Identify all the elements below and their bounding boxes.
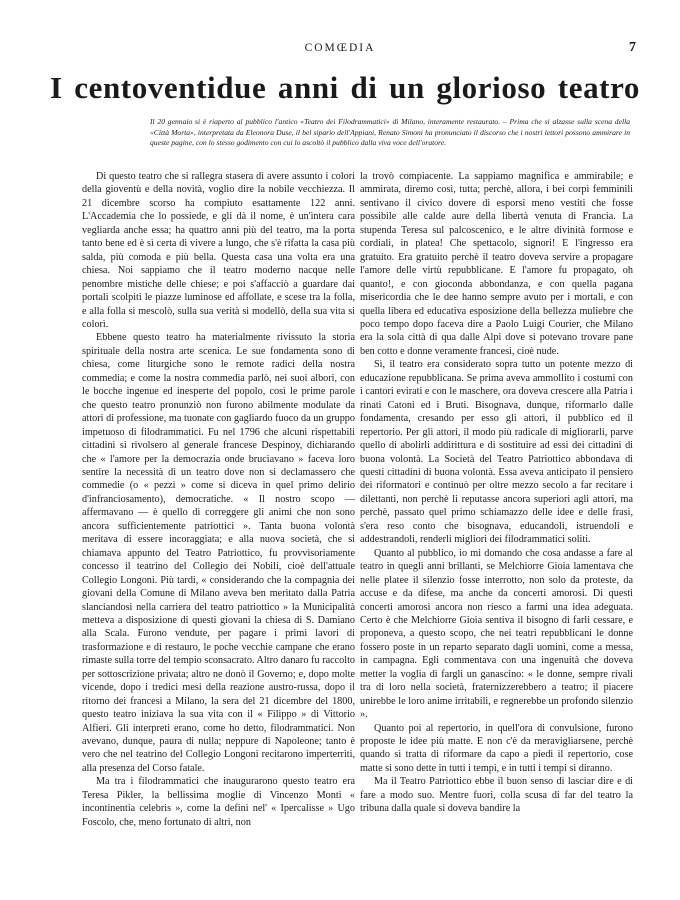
body-paragraph: Ma il Teatro Patriottico ebbe il buon senso di lasciar dire e di fare a modo suo. Mentre fuori, colla scusa di far del teatro la tribuna dalla quale si doveva bandire la (360, 776, 633, 815)
left-column (82, 170, 355, 829)
right-column (360, 170, 633, 816)
article-intro: Il 20 gennaio si è riaperto al pubblico l'antico «Teatro dei Filodrammatici» di Milano, interamente restaurato. – Prima che si alzasse sulla scena della «Città Morta», interpretata da Eleonora Duse, il bel sipario dell'Appiani, Renato Simoni ha pronunciato il discorso che i nostri lettori possono ammirare in queste pagine, con lo stesso godimento con cui lo ascoltò il pubblico dalla viva voce dell'oratore. (150, 117, 630, 147)
body-paragraph: Quanto al pubblico, io mi domando che cosa andasse a fare al teatro in quegli anni brillanti, se Melchiorre Gioia lamentava che nelle platee il silenzio fosse interrotto, non solo da proteste, da accuse e da difese, ma anche da concerti amorosi. Di questi concerti amorosi ancora non riesco a farmi una idea adeguata. Certo è che Melchiorre Gioia sentiva il bisogno di farli cessare, e proponeva, a questo scopo, che nei teatri repubblicani le donne fossero poste in un reparto separato dagli uomini, come a messa, in campagna. Egli commentava con una ingenuità che doveva metter la voglia di fargli un ganascino: « le donne, sempre rivali tra di loro nella società, fraternizzerebbero a teatro; il piacere unirebbe le loro anime irritabili, e regnerebbe un profondo silenzio ». (360, 547, 633, 721)
article-title: I centoventidue anni di un glorioso teatro (50, 70, 640, 105)
body-paragraph: Sì, il teatro era considerato sopra tutto un potente mezzo di educazione repubblicana. Se prima aveva ammollito i costumi con i cantori evirati e con le maschere, ora doveva crescere alla Patria i rinati Catoni ed i Bruti. Bisognava, dunque, riformarlo dalle fondamenta, cresando per esso gli attori, il pubblico ed il repertorio. Per gli attori, il modo più radicale di migliorarli, parve quello di abolirli addirittura e di sostituire ad essi dei cittadini di buona volontà. La Società del Teatro Patriottico abbondava di questi cittadini di buona volontà. Essa aveva anticipato il pensiero dei riformatori e continuò per oltre mezzo secolo a far recitare i dilettanti, non perchè li reputasse ancora superiori agli attori, ma perchè, passato quel primo schiamazzo delle idee e delle frasi, s'era reso conto che bisognava, educandoli, istruendoli e addestrandoli, renderli migliori dei filodrammatici soliti. (360, 359, 633, 546)
page-number: 7 (629, 40, 636, 55)
body-paragraph: Di questo teatro che si rallegra stasera di avere assunto i colori della gioventù e della novità, voglio dire la nobile vecchiezza. Il 21 dicembre scorso ha compiuto esattamente 122 anni. L'Accademia che lo possiede, e gli dà il nome, è un'ìntera cara vegliarda anche essa; ha quattro anni più del teatro, ma la porta tanto bene ed è sì certa di vivere a lungo, che s'è rifatta la casa più salda, più comoda e più bella. Questa casa una volta era una chiesa. Noi sappiamo che il teatro moderno nacque nelle penombre mistiche delle chiese; e poi s'affacciò a guardare dai portali scolpiti le piazze luminose ed affollate, e scese tra la folla, e alla folla si mescolò, sulla sua verità si modellò, della sua vita si colorì. (82, 171, 355, 330)
body-paragraph: Ebbene questo teatro ha materialmente rivissuto la storia spirituale della nostra arte scenica. Le sue fondamenta sono di chiesa, come liturgiche sono le remote radici della nostra commedia; e come la nostra commedia parlò, nei suoi albori, con le bocche ingenue ed inesperte del popolo, così le prime parole che questo teatro pronunziò non furono abilmente modulate da attori di professione, ma tuonate con gagliardo fuoco da un gruppo impetuoso di filodrammatici. Fu nel 1796 che alcuni rispettabili cittadini si rivolsero al generale francese Despinoy, dichiarando che « l'amore per la democrazia onde bruciavano » faceva loro sentire la necessità di un teatro dove non si declamassero che commedie (o « pezzi » come si diceva in quel primo delirio d'infranciosamento), democratiche. « Il nostro scopo — affermavano — è quello di correggere gli animi che non sono ancora sufficientemente patriottici ». Tanta buona volontà meritava di essere incoraggiata; e alla nuova società, che si chiamava appunto del Teatro Patriottico, fu provvisoriamente concesso il teatrino del Collegio dei Nobili, cioè dell'attuale Collegio Longoni. Più tardi, « considerando che la compagnia dei giovani della Comune di Milano aveva ben meritato dalla Patria slanciandosi nella carriera del teatro patriottico » la Municipalità metteva a disposizione di questi giovani la chiesa di S. Damiano alla Scala. Furono vendute, per pagare i primi lavori di trasformazione e di restauro, le poche vecchie campane che erano rimaste sulla torre del tempio sconsacrato. Altro danaro fu raccolto per sottoscrizione privata; altro ne donò il Governo; e, dopo molte vicende, dopo i tredici mesi della reazione austro-russa, dopo il ritorno dei francesi a Milano, la sera del 21 dicembre del 1800, questo teatro iniziava la sua vita con il « Filippo » di Vittorio Alfieri. Gli interpreti erano, come ho detto, filodrammatici. Non avevano, dunque, paura di nulla; neppure di Napoleone; tanto è vero che nel teatrino del Collegio Longoni recitarono imperterriti, alla presenza del Corso fatale. (82, 332, 355, 774)
body-paragraph: Ma tra i filodrammatici che inaugurarono questo teatro era Teresa Pikler, la bellissima moglie di Vincenzo Monti « incontinentia celebris », come la definì nel' « Ipercalisse » Ugo Foscolo, che, meno fortunato di altri, non (82, 776, 355, 828)
running-title: COMŒDIA (304, 42, 376, 54)
body-paragraph: Quanto poi al repertorio, in quell'ora di convulsione, furono proposte le idee più matte. E non c'è da meravigliarsene, perchè quando si tratta di riformare da capo a piedi il repertorio, cose matte si sono dette in tutti i tempi, e in tutti i tempi si diranno. (360, 722, 633, 774)
body-paragraph: la trovò compiacente. La sappiamo magnifica e ammirabile; e ammirata, diremo così, tutta; perchè, allora, i bei corpi femminili sentivano il civico dovere di esporsi meno vestiti che fosse possibile alle calde aure della libertà venuta di Francia. La stupenda Teresa sul palcoscenico, e le altre divinità formose e cordiali, in platea! Che spettacolo, signori! E l'ingresso era gratuito. Era gratuito perchè il teatro doveva servire a propagare l'amore delle virtù repubblicane. E l'amore fu propagato, oh quanto!, e con gioconda abbondanza, e con quella pagana misericordia che le dee hanno sempre avuto per i mortali, e con quella libera ed educativa esposizione della bellezza muliebre che poco tempo dopo faceva dire a Paolo Luigi Courier, che Milano era la sola città di qua dalle Alpi dove si potevano trovare pane ben cotto e donne veramente francesi, cioè nude. (360, 171, 633, 357)
page-header (0, 40, 680, 56)
